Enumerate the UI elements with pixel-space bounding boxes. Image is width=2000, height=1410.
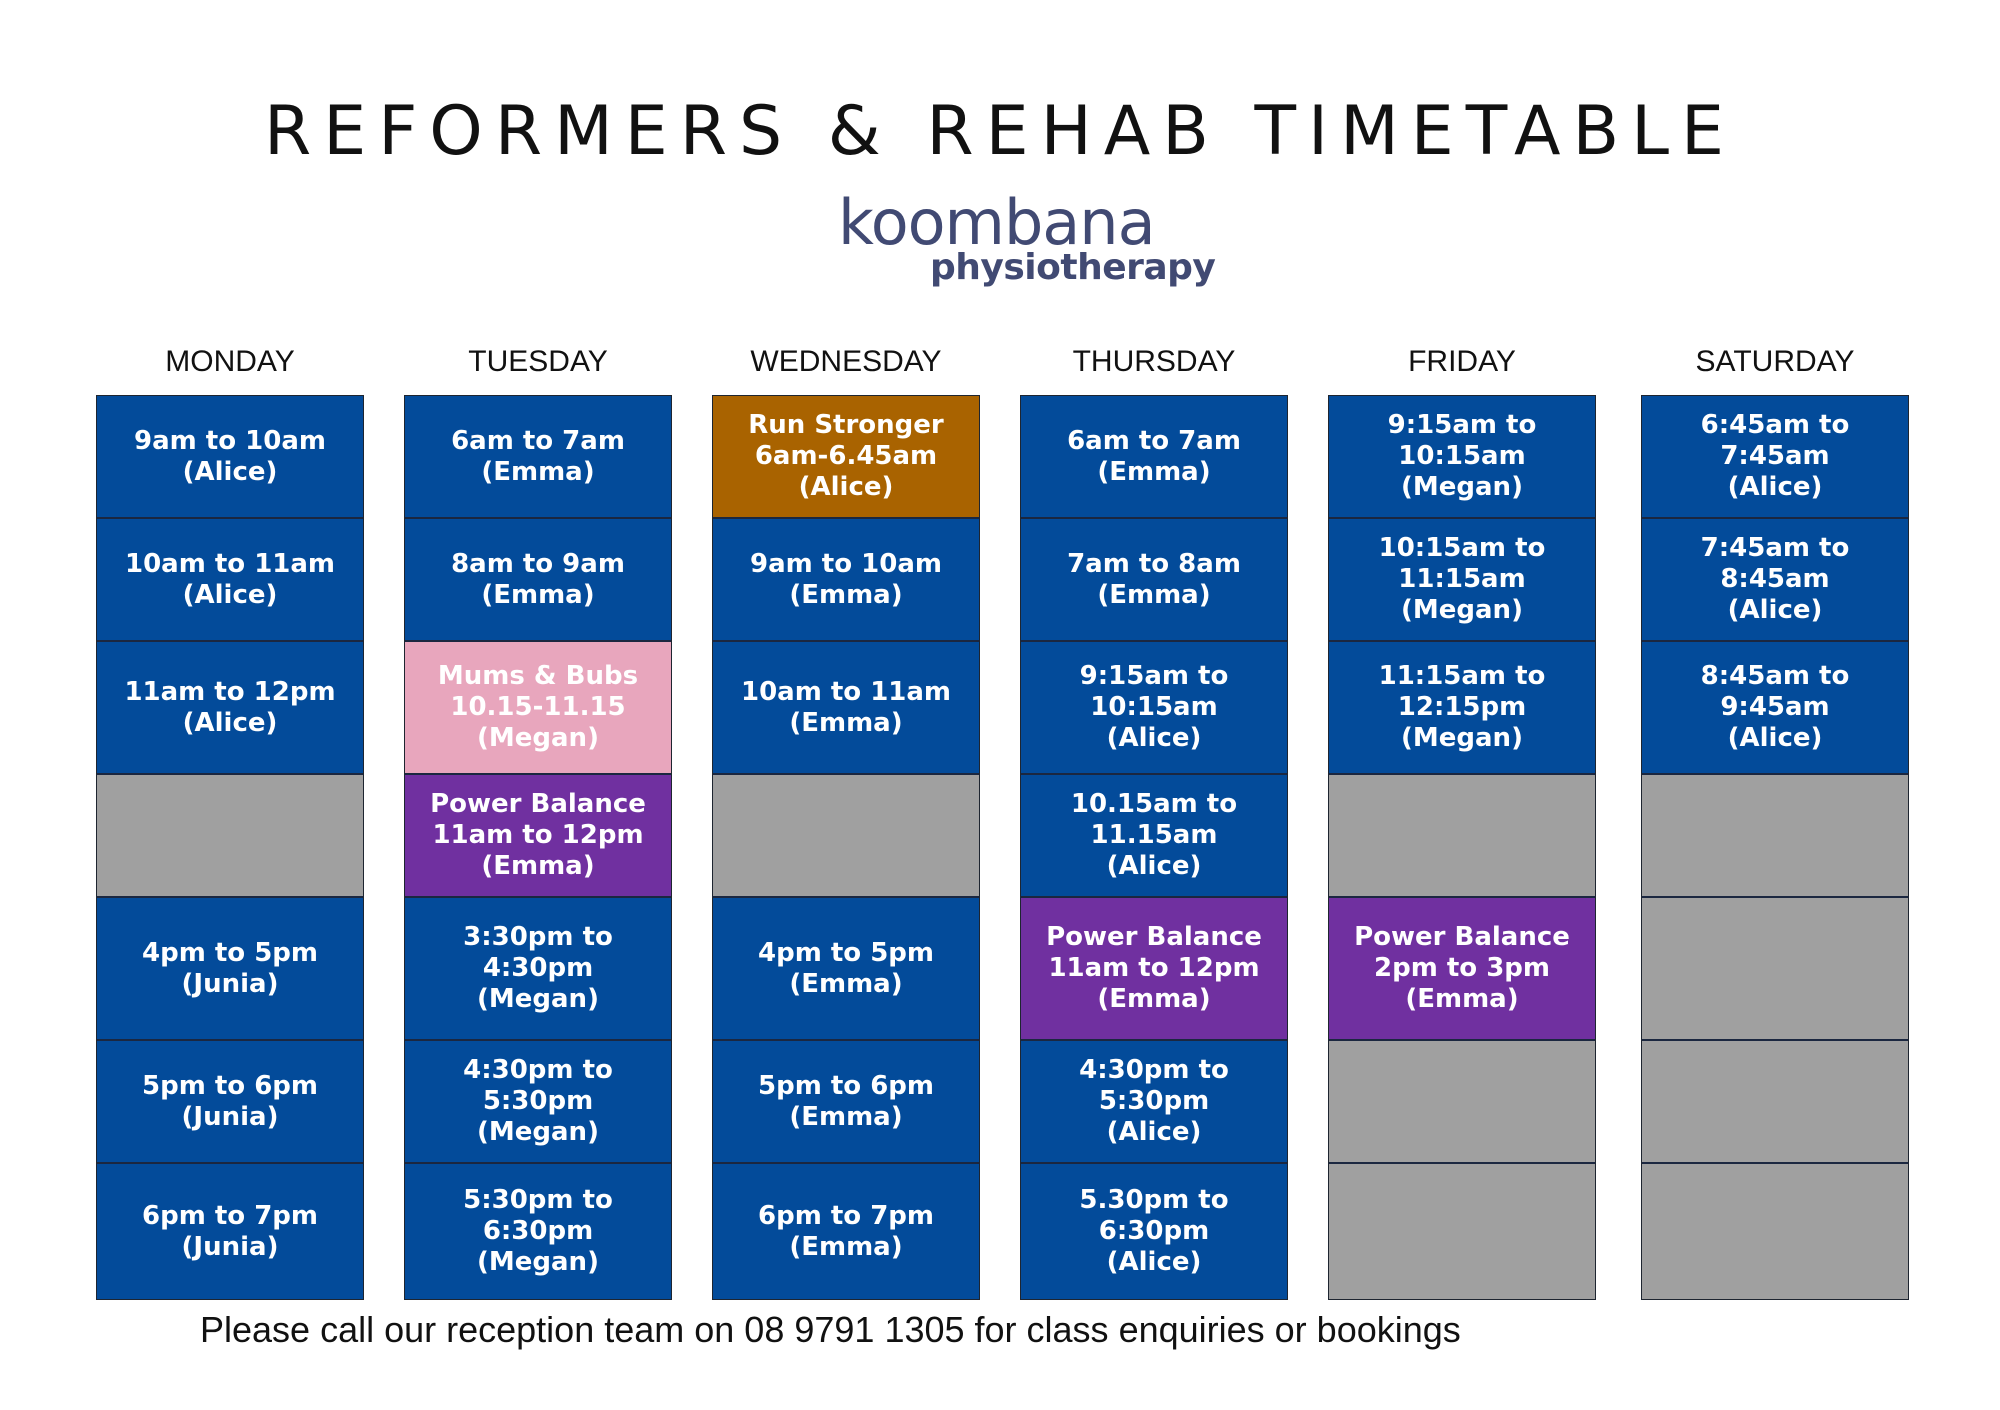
class-slot-text: 4pm to 5pm (Junia) <box>142 937 318 999</box>
class-slot-text: Run Stronger 6am-6.45am (Alice) <box>748 410 944 502</box>
class-slot <box>97 396 363 519</box>
class-slot <box>713 1164 979 1299</box>
class-slot-text: 6am to 7am (Emma) <box>1067 425 1241 487</box>
class-slot-text: 9am to 10am (Alice) <box>134 425 326 487</box>
class-slot-text: 4:30pm to 5:30pm (Megan) <box>463 1055 613 1147</box>
class-slot <box>1021 1164 1287 1299</box>
class-slot-text: 5pm to 6pm (Emma) <box>758 1070 934 1132</box>
class-slot <box>1021 519 1287 642</box>
class-slot <box>1329 898 1595 1041</box>
class-slot-text: Mums & Bubs 10.15-11.15 (Megan) <box>437 661 639 753</box>
class-slot <box>1021 642 1287 775</box>
class-slot-text: Power Balance 11am to 12pm (Emma) <box>1046 922 1262 1014</box>
day-header-friday: FRIDAY <box>1408 345 1516 378</box>
class-slot-text: Power Balance 11am to 12pm (Emma) <box>430 789 646 881</box>
class-slot-text: 10:15am to 11:15am (Megan) <box>1378 533 1546 625</box>
class-slot <box>97 642 363 775</box>
class-slot <box>713 898 979 1041</box>
empty-slot <box>1642 1041 1908 1164</box>
class-slot <box>713 519 979 642</box>
class-slot <box>713 1041 979 1164</box>
day-header-monday: MONDAY <box>165 345 295 378</box>
logo-subtitle: physiotherapy <box>930 247 1216 288</box>
class-slot-text: 6pm to 7pm (Emma) <box>758 1200 934 1262</box>
class-slot <box>97 1164 363 1299</box>
class-slot <box>405 642 671 775</box>
class-slot-text: 7am to 8am (Emma) <box>1067 548 1241 610</box>
empty-slot <box>97 775 363 898</box>
class-slot <box>405 775 671 898</box>
class-slot <box>97 898 363 1041</box>
day-column-monday <box>96 395 364 1300</box>
class-slot <box>713 396 979 519</box>
empty-slot <box>1642 898 1908 1041</box>
class-slot-text: 7:45am to 8:45am (Alice) <box>1700 533 1850 625</box>
koombana-logo <box>0 186 2000 302</box>
class-slot-text: 5.30pm to 6:30pm (Alice) <box>1079 1185 1229 1277</box>
class-slot-text: 4:30pm to 5:30pm (Alice) <box>1079 1055 1229 1147</box>
class-slot <box>97 519 363 642</box>
empty-slot <box>1642 775 1908 898</box>
empty-slot <box>1329 1041 1595 1164</box>
class-slot <box>1021 1041 1287 1164</box>
class-slot <box>1642 642 1908 775</box>
day-column-thursday <box>1020 395 1288 1300</box>
class-slot-text: 10am to 11am (Emma) <box>740 676 952 738</box>
empty-slot <box>1329 775 1595 898</box>
class-slot <box>97 1041 363 1164</box>
empty-slot <box>713 775 979 898</box>
class-slot-text: 11:15am to 12:15pm (Megan) <box>1378 661 1546 753</box>
class-slot-text: 4pm to 5pm (Emma) <box>758 937 934 999</box>
class-slot-text: Power Balance 2pm to 3pm (Emma) <box>1354 922 1570 1014</box>
day-header-thursday: THURSDAY <box>1072 345 1236 378</box>
class-slot <box>1329 396 1595 519</box>
class-slot <box>405 519 671 642</box>
class-slot <box>405 1041 671 1164</box>
day-header-wednesday: WEDNESDAY <box>750 345 942 378</box>
class-slot <box>713 642 979 775</box>
class-slot-text: 5:30pm to 6:30pm (Megan) <box>463 1185 613 1277</box>
class-slot-text: 8am to 9am (Emma) <box>451 548 625 610</box>
class-slot-text: 5pm to 6pm (Junia) <box>142 1070 318 1132</box>
class-slot <box>1642 396 1908 519</box>
day-column-tuesday <box>404 395 672 1300</box>
class-slot <box>1642 519 1908 642</box>
class-slot-text: 6pm to 7pm (Junia) <box>142 1200 318 1262</box>
day-header-saturday: SATURDAY <box>1695 345 1855 378</box>
day-column-wednesday <box>712 395 980 1300</box>
class-slot-text: 3:30pm to 4:30pm (Megan) <box>463 922 613 1014</box>
class-slot-text: 6:45am to 7:45am (Alice) <box>1700 410 1850 502</box>
class-slot <box>1021 396 1287 519</box>
class-slot-text: 10.15am to 11.15am (Alice) <box>1070 789 1238 881</box>
day-column-saturday <box>1641 395 1909 1300</box>
class-slot <box>405 1164 671 1299</box>
page-title: REFORMERS & REHAB TIMETABLE <box>263 92 1737 171</box>
class-slot <box>405 396 671 519</box>
class-slot-text: 9:15am to 10:15am (Megan) <box>1387 410 1537 502</box>
class-slot <box>1021 898 1287 1041</box>
logo-wordmark: koombana <box>838 186 1155 259</box>
class-slot <box>1329 642 1595 775</box>
class-slot <box>405 898 671 1041</box>
class-slot-text: 11am to 12pm (Alice) <box>124 676 336 738</box>
empty-slot <box>1642 1164 1908 1299</box>
class-slot <box>1021 775 1287 898</box>
class-slot-text: 8:45am to 9:45am (Alice) <box>1700 661 1850 753</box>
class-slot <box>1329 519 1595 642</box>
class-slot-text: 9:15am to 10:15am (Alice) <box>1079 661 1229 753</box>
class-slot-text: 10am to 11am (Alice) <box>124 548 336 610</box>
day-header-tuesday: TUESDAY <box>468 345 608 378</box>
class-slot-text: 9am to 10am (Emma) <box>750 548 942 610</box>
day-column-friday <box>1328 395 1596 1300</box>
class-slot-text: 6am to 7am (Emma) <box>451 425 625 487</box>
footer-contact-note: Please call our reception team on 08 9791 1305 for class enquiries or bookings <box>200 1309 1461 1350</box>
empty-slot <box>1329 1164 1595 1299</box>
